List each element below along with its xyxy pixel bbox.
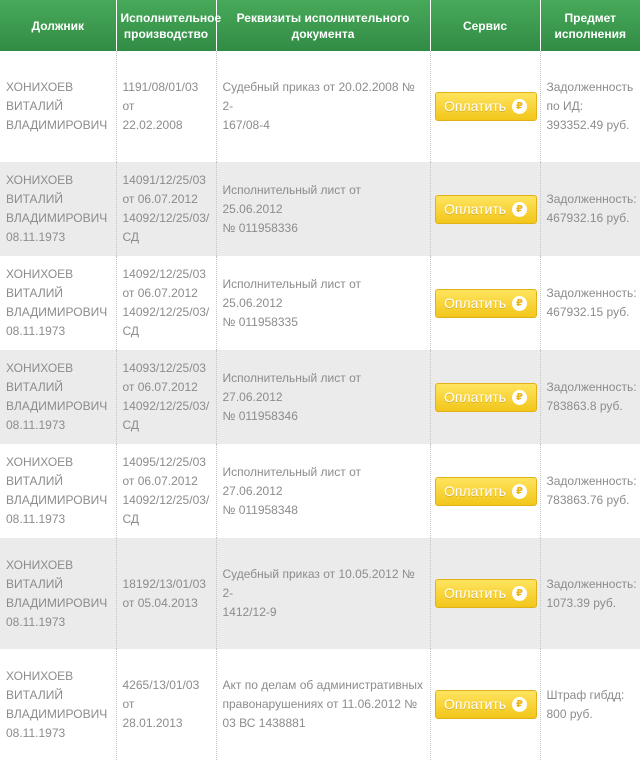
- service-cell: [430, 538, 540, 649]
- pay-button-label: Оплатить: [443, 294, 507, 311]
- pay-button[interactable]: [435, 195, 537, 224]
- service-cell: [430, 350, 540, 444]
- service-cell: [430, 256, 540, 350]
- service-cell: [430, 649, 540, 760]
- debtor-cell: ХОНИХОЕВ ВИТАЛИЙ ВЛАДИМИРОВИЧ 08.11.1973: [6, 455, 108, 526]
- debtor-cell: ХОНИХОЕВ ВИТАЛИЙ ВЛАДИМИРОВИЧ 08.11.1973: [0, 538, 116, 649]
- proceeding-cell: 14095/12/25/03 от 06.07.2012 14092/12/25/03/ СД: [116, 444, 216, 538]
- pay-button[interactable]: [435, 383, 537, 412]
- subject-cell: Задолженность: 783863.76 руб.: [540, 444, 640, 538]
- document-cell: Исполнительный лист от 27.06.2012 № 011958346: [216, 350, 430, 444]
- proceeding-cell: 14091/12/25/03 от 06.07.2012 14092/12/25/03/ СД: [116, 162, 216, 256]
- subject-cell: Задолженность: 467932.15 руб.: [540, 256, 640, 350]
- proceeding-cell: 1191/08/01/03 от 22.02.2008: [116, 51, 216, 162]
- debtor-cell: ХОНИХОЕВ ВИТАЛИЙ ВЛАДИМИРОВИЧ 08.11.1973: [6, 668, 108, 740]
- table-header-row: [0, 0, 640, 51]
- pay-button-label: Оплатить: [443, 388, 507, 405]
- pay-button[interactable]: [435, 690, 537, 719]
- ruble-icon: ₽: [512, 484, 527, 499]
- pay-button-label: Оплатить: [443, 696, 507, 712]
- proceeding-cell: 14093/12/25/03 от 06.07.2012 14092/12/25/03/ СД: [116, 350, 216, 444]
- pay-button-label: Оплатить: [443, 200, 507, 217]
- subject-cell: Штраф гибдд: 800 руб.: [540, 649, 640, 760]
- document-cell: Исполнительный лист от 25.06.2012 № 011958336: [216, 162, 430, 256]
- header-proceeding: Исполнительное производство: [116, 0, 216, 51]
- debtor-cell: ХОНИХОЕВ ВИТАЛИЙ ВЛАДИМИРОВИЧ 08.11.1973: [6, 267, 108, 338]
- document-cell: Исполнительный лист от 27.06.2012 № 011958348: [216, 444, 430, 538]
- ruble-icon: ₽: [512, 390, 527, 405]
- subject-cell: Задолженность по ИД: 393352.49 руб.: [540, 51, 640, 162]
- header-document: Реквизиты исполнительного документа: [216, 0, 430, 51]
- ruble-icon: ₽: [512, 99, 527, 114]
- subject-cell: Задолженность: 467932.16 руб.: [540, 162, 640, 256]
- pay-button[interactable]: [435, 289, 537, 318]
- pay-button-label: Оплатить: [443, 585, 507, 601]
- pay-button-label: Оплатить: [443, 98, 507, 114]
- service-cell: [430, 444, 540, 538]
- pay-button[interactable]: [435, 477, 537, 506]
- table-row: [0, 538, 640, 649]
- table-row: [0, 51, 640, 162]
- table-row: [0, 649, 640, 760]
- document-cell: Акт по делам об административных правонарушениях от 11.06.2012 № 03 ВС 1438881: [216, 649, 430, 760]
- pay-button-label: Оплатить: [443, 482, 507, 499]
- ruble-icon: ₽: [512, 202, 527, 217]
- table-row: [0, 162, 640, 256]
- table-row: [0, 256, 640, 350]
- debtor-cell: ХОНИХОЕВ ВИТАЛИЙ ВЛАДИМИРОВИЧ: [6, 80, 108, 132]
- subject-cell: Задолженность: 783863.8 руб.: [540, 350, 640, 444]
- header-debtor: Должник: [0, 0, 116, 51]
- pay-button[interactable]: [435, 92, 537, 121]
- table-row: [0, 444, 640, 538]
- ruble-icon: ₽: [512, 296, 527, 311]
- service-cell: [430, 162, 540, 256]
- ruble-icon: ₽: [512, 697, 527, 712]
- proceeding-cell: 4265/13/01/03 от 28.01.2013: [116, 649, 216, 760]
- proceeding-cell: 18192/13/01/03 от 05.04.2013: [116, 538, 216, 649]
- debtor-cell: ХОНИХОЕВ ВИТАЛИЙ ВЛАДИМИРОВИЧ 08.11.1973: [0, 350, 116, 444]
- pay-button[interactable]: [435, 579, 537, 608]
- header-service: Сервис: [430, 0, 540, 51]
- table-row: [0, 350, 640, 444]
- header-subject: Предмет исполнения: [540, 0, 640, 51]
- proceeding-cell: 14092/12/25/03 от 06.07.2012 14092/12/25/03/ СД: [116, 256, 216, 350]
- document-cell: Исполнительный лист от 25.06.2012 № 011958335: [216, 256, 430, 350]
- document-cell: Судебный приказ от 10.05.2012 № 2- 1412/12-9: [216, 538, 430, 649]
- subject-cell: Задолженность: 1073.39 руб.: [540, 538, 640, 649]
- debtor-cell: ХОНИХОЕВ ВИТАЛИЙ ВЛАДИМИРОВИЧ 08.11.1973: [0, 162, 116, 256]
- service-cell: [430, 51, 540, 162]
- ruble-icon: ₽: [512, 586, 527, 601]
- document-cell: Судебный приказ от 20.02.2008 № 2- 167/08-4: [216, 51, 430, 162]
